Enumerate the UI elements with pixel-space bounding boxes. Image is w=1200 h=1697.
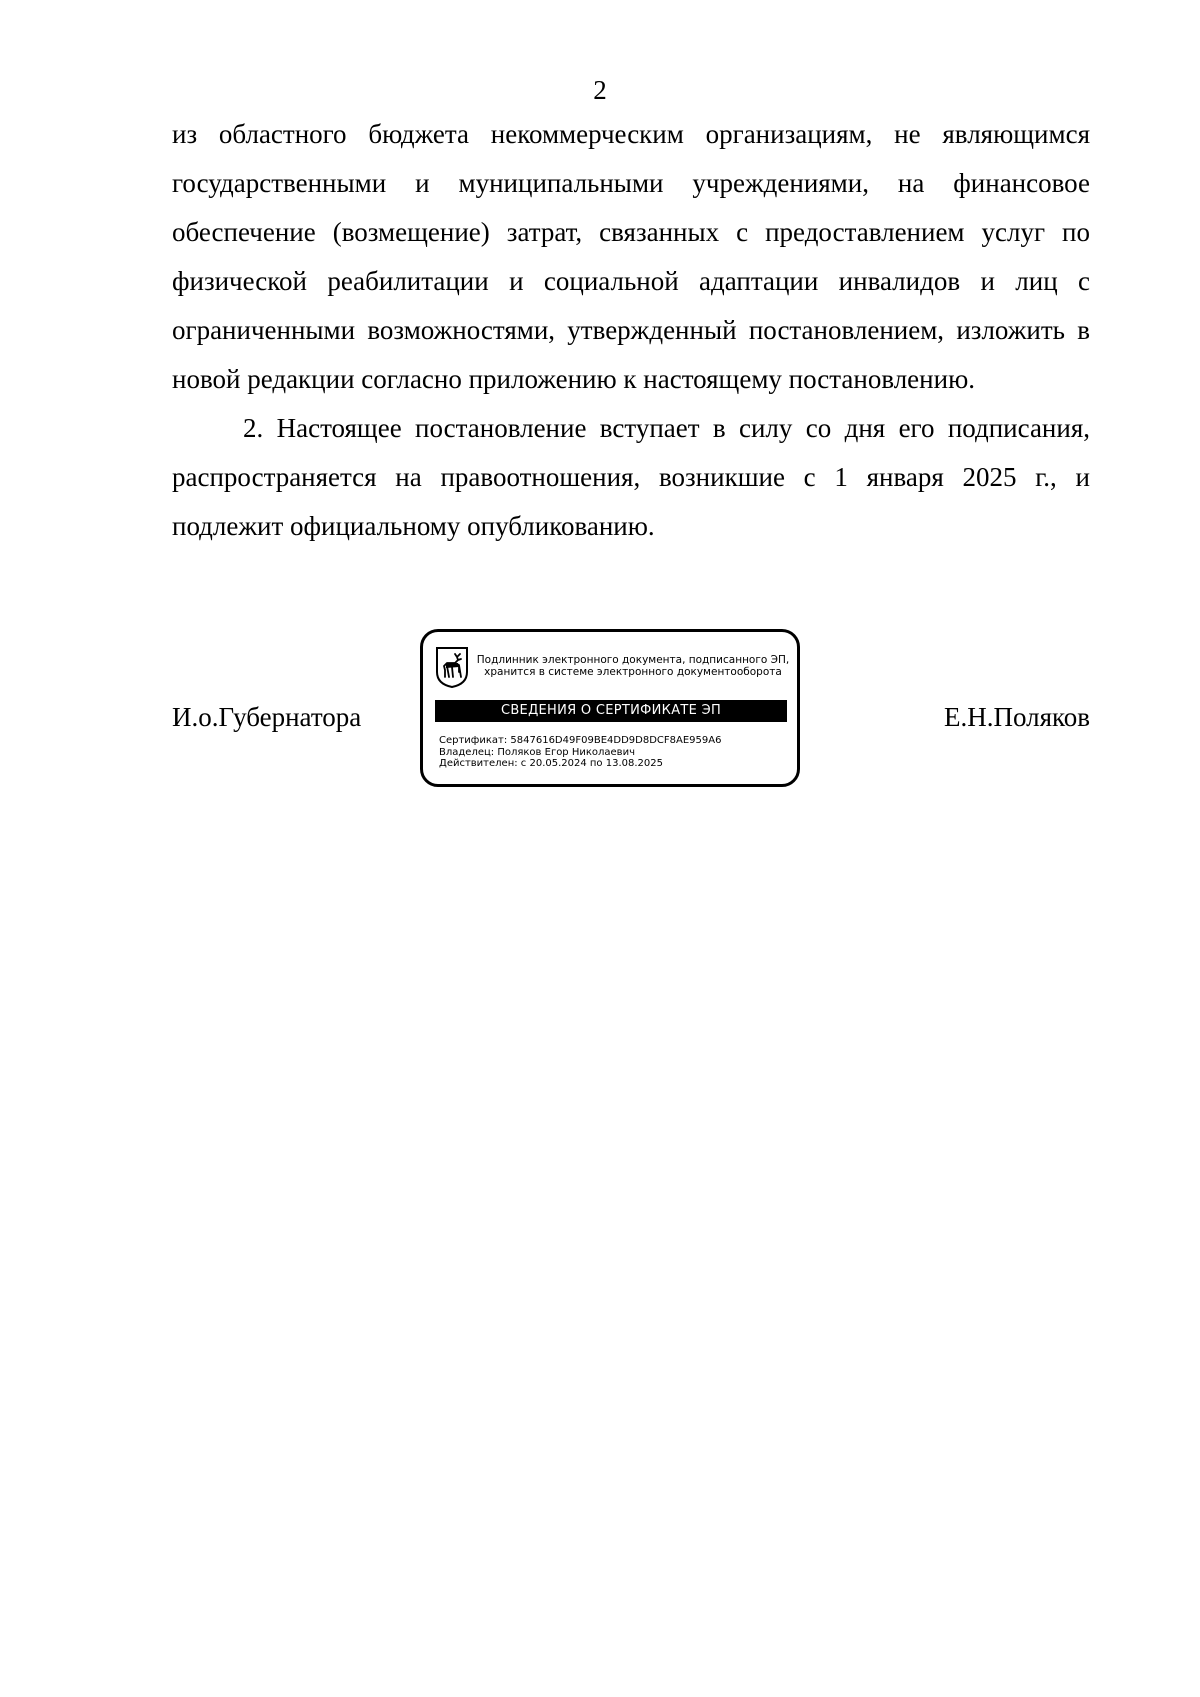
stamp-banner: СВЕДЕНИЯ О СЕРТИФИКАТЕ ЭП — [435, 700, 787, 722]
deer-emblem-icon — [435, 646, 469, 688]
stamp-details — [439, 735, 721, 770]
stamp-notice-line-2: хранится в системе электронного документооборота — [484, 666, 782, 678]
stamp-owner: Владелец: Поляков Егор Николаевич — [439, 746, 635, 758]
stamp-notice-line-1: Подлинник электронного документа, подписанного ЭП, — [476, 654, 790, 666]
paragraph-continuation: из областного бюджета некоммерческим организациям, не являющимся государственными и муниципальными учреждениями, на финансовое обеспечение (возмещение) затрат, связанных с предоставлением услуг по физической реабилитации и социальной адаптации инвалидов и лиц с ограниченными возможностями, утвержденный постановлением, изложить в новой редакции согласно приложению к настоящему постановлению. — [172, 119, 1090, 394]
paragraph-clause-2: 2. Настоящее постановление вступает в силу со дня его подписания, распространяется на правоотношения, возникшие с 1 января 2025 г., и подлежит официальному опубликованию. — [172, 413, 1090, 541]
stamp-validity: Действителен: с 20.05.2024 по 13.08.2025 — [439, 758, 663, 769]
stamp-notice — [473, 654, 793, 678]
e-signature-stamp — [420, 629, 800, 787]
page-number: 2 — [593, 75, 607, 105]
signatory-name: Е.Н.Поляков — [943, 702, 1090, 732]
stamp-certificate: Сертификат: 5847616D49F09BE4DD9D8DCF8AE959A6 — [439, 735, 722, 746]
document-body — [172, 110, 1090, 551]
signatory-position: И.о.Губернатора — [172, 702, 362, 732]
